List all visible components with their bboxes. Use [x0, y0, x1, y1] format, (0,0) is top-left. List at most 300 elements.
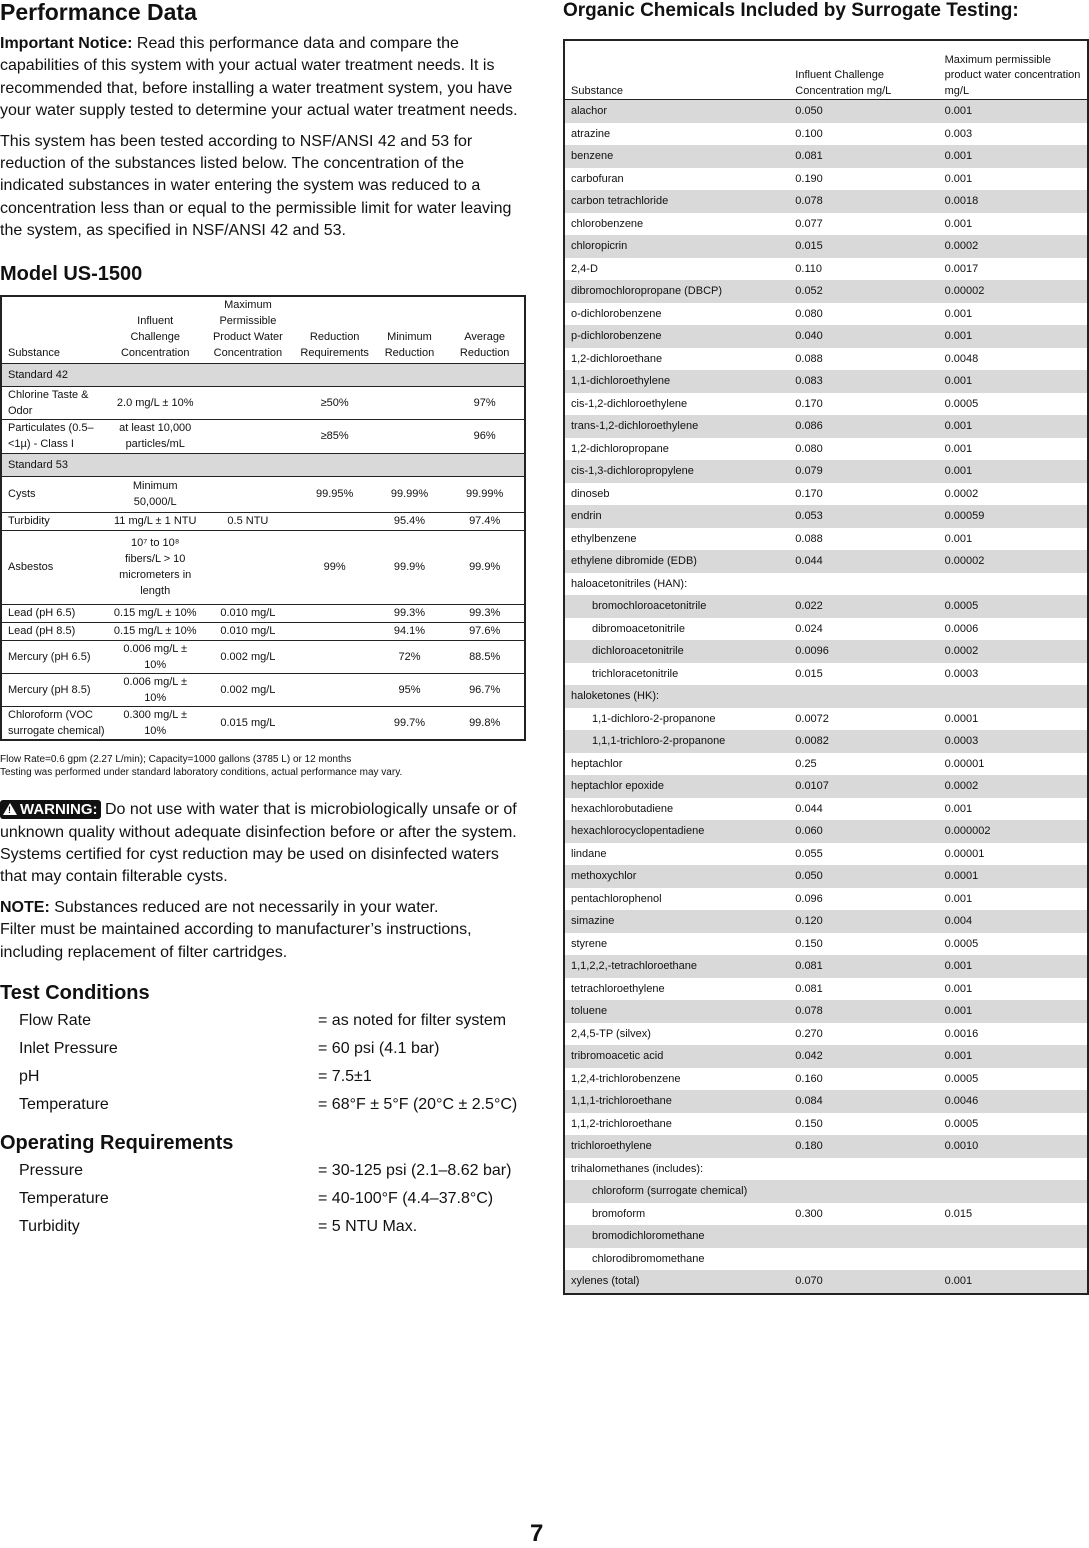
table-cell: 99.99% — [445, 476, 525, 512]
table-cell — [789, 1180, 938, 1203]
table-cell: 99.3% — [374, 604, 446, 622]
table-row — [564, 528, 1088, 551]
table-cell: carbofuran — [571, 172, 624, 185]
table-cell: 0.300 mg/L ± 10% — [110, 706, 200, 740]
table-cell — [296, 512, 374, 530]
table-cell: 0.0003 — [944, 667, 979, 680]
table-cell: 2,4-D — [571, 262, 598, 275]
table-row — [564, 888, 1088, 911]
test-conditions-title: Test Conditions — [0, 982, 150, 1004]
note-paragraph — [0, 897, 527, 964]
table-cell: 96% — [445, 419, 525, 453]
table-cell: 0.088 — [795, 532, 823, 545]
table-row — [564, 168, 1088, 191]
section-label: Standard 53 — [1, 453, 525, 476]
table-row — [1, 512, 525, 530]
table-cell: 0.270 — [795, 1027, 823, 1040]
table-cell: lindane — [571, 847, 607, 860]
table-cell: 0.001 — [939, 325, 1088, 348]
table-cell: simazine — [564, 910, 789, 933]
table-row — [564, 1158, 1088, 1181]
table-cell: 0.100 — [795, 127, 823, 140]
table-cell: 0.0005 — [939, 595, 1088, 618]
operating-requirement-value: = 40-100°F (4.4–37.8°C) — [318, 1190, 494, 1207]
table-row — [564, 505, 1088, 528]
table-cell: 1,1,1-trichloro-2-propanone — [564, 730, 789, 753]
table-cell: at least 10,000 particles/mL — [110, 419, 200, 453]
table-cell: 94.1% — [374, 622, 446, 640]
table-cell: 0.0002 — [939, 775, 1088, 798]
table-cell — [939, 573, 1088, 596]
table-cell: 11 mg/L ± 1 NTU — [110, 512, 200, 530]
table-cell: 0.0005 — [944, 397, 979, 410]
table-row — [564, 1135, 1088, 1158]
page-title: Performance Data — [0, 0, 197, 25]
table-row — [564, 1068, 1088, 1091]
table-row — [564, 595, 1088, 618]
table-cell: 0.084 — [789, 1090, 938, 1113]
table-row — [564, 663, 1088, 686]
table-cell — [939, 1158, 1088, 1181]
table-cell — [296, 640, 374, 673]
operating-requirement-key: Turbidity — [19, 1218, 80, 1235]
table-cell — [939, 685, 1088, 708]
table-cell: 0.002 mg/L — [200, 640, 296, 673]
table-cell: 0.0001 — [944, 712, 979, 725]
test-condition-value: = 7.5±1 — [318, 1068, 372, 1085]
table-row — [564, 348, 1088, 371]
table-cell: 0.001 — [939, 100, 1088, 123]
table-cell: 0.001 — [944, 442, 973, 455]
table-row — [1, 622, 525, 640]
table-row — [564, 123, 1088, 146]
table-cell: 0.006 mg/L ± 10% — [110, 673, 200, 706]
table-cell — [296, 604, 374, 622]
table-row — [1, 476, 525, 512]
table-cell: 0.0082 — [789, 730, 938, 753]
table-row — [564, 460, 1088, 483]
table-cell: carbon tetrachloride — [564, 190, 789, 213]
test-condition-key: Flow Rate — [19, 1012, 92, 1029]
table-cell: 0.079 — [789, 460, 938, 483]
table-cell: benzene — [564, 145, 789, 168]
table-cell: 0.024 — [795, 622, 823, 635]
table-cell: dibromoacetonitrile — [592, 622, 685, 635]
operating-requirement-key: Temperature — [19, 1190, 109, 1207]
organic-table-header: Influent Challenge Concentration mg/L — [789, 40, 938, 100]
table-cell: 0.050 — [789, 100, 938, 123]
table-cell: 0.015 — [944, 1207, 973, 1220]
model-table-header: Influent Challenge Concentration — [110, 296, 200, 364]
table-row — [564, 753, 1088, 776]
table-row — [1, 673, 525, 706]
table-cell: Cysts — [1, 476, 110, 512]
table-cell: Lead (pH 8.5) — [1, 622, 110, 640]
table-cell — [939, 1180, 1088, 1203]
table-cell: 0.0018 — [939, 190, 1088, 213]
table-cell: 0.00059 — [939, 505, 1088, 528]
test-condition-value: = 68°F ± 5°F (20°C ± 2.5°C) — [318, 1096, 518, 1113]
table-cell — [374, 419, 446, 453]
table-row — [564, 1000, 1088, 1023]
table-cell: 96.7% — [445, 673, 525, 706]
table-cell: 0.001 — [939, 370, 1088, 393]
table-cell: 0.0002 — [944, 487, 979, 500]
table-cell: 2.0 mg/L ± 10% — [110, 386, 200, 419]
table-cell: 0.015 — [789, 235, 938, 258]
table-cell: 0.0046 — [939, 1090, 1088, 1113]
table-row — [564, 1113, 1088, 1136]
table-row — [564, 438, 1088, 461]
table-cell: 99.99% — [374, 476, 446, 512]
test-condition-key: Temperature — [19, 1096, 109, 1113]
table-row — [564, 618, 1088, 641]
table-cell: 0.001 — [939, 1000, 1088, 1023]
table-cell: 0.050 — [789, 865, 938, 888]
table-cell — [789, 1158, 938, 1181]
table-cell: 0.110 — [795, 262, 822, 275]
table-cell: 0.001 — [939, 145, 1088, 168]
table-cell: 0.086 — [789, 415, 938, 438]
test-condition-row — [0, 1035, 527, 1063]
operating-list — [0, 1157, 527, 1241]
table-cell: Mercury (pH 8.5) — [1, 673, 110, 706]
table-cell: hexachlorocyclopentadiene — [564, 820, 789, 843]
test-condition-key: Inlet Pressure — [19, 1040, 118, 1057]
table-cell: 0.001 — [939, 460, 1088, 483]
table-row — [564, 190, 1088, 213]
operating-requirement-row — [0, 1213, 527, 1241]
table-row — [564, 820, 1088, 843]
table-cell — [789, 573, 938, 596]
table-cell: 0.077 — [795, 217, 823, 230]
table-cell: Mercury (pH 6.5) — [1, 640, 110, 673]
table-cell: 0.170 — [795, 397, 823, 410]
table-cell: 1,2-dichloroethane — [571, 352, 663, 365]
notice-label: Important Notice: — [0, 35, 133, 52]
organic-table-header: Maximum permissible product water concentration mg/L — [939, 40, 1088, 100]
right-column — [563, 0, 1089, 1295]
model-table-section — [1, 363, 525, 386]
table-cell: 0.052 — [789, 280, 938, 303]
table-row — [564, 910, 1088, 933]
table-cell: 0.0048 — [944, 352, 979, 365]
table-cell: 0.0005 — [944, 1072, 979, 1085]
table-row — [1, 419, 525, 453]
table-row — [1, 386, 525, 419]
table-cell: 0.0003 — [939, 730, 1088, 753]
table-cell: 1,1-dichloroethylene — [564, 370, 789, 393]
organic-table-header: Substance — [564, 40, 789, 100]
warning-text: Do not use with water that is microbiologically unsafe or of unknown quality without adequate disinfection before or after the system. Systems certified for cyst reduction may be used on disinfected waters that may contain filterable cysts. — [0, 801, 517, 886]
table-row — [564, 303, 1088, 326]
tested-paragraph: This system has been tested according to NSF/ANSI 42 and 53 for reduction of the substances listed below. The concentration of the indicated substances in water entering the system was reduced to a concentration less than or equal to the permissible limit for water leaving the system, as specified in NSF/ANSI 42 and 53. — [0, 132, 512, 240]
table-cell: 0.170 — [795, 487, 823, 500]
table-cell: 97.6% — [445, 622, 525, 640]
table-cell: 0.15 mg/L ± 10% — [110, 604, 200, 622]
table-row — [564, 1023, 1088, 1046]
table-cell: ethylbenzene — [571, 532, 637, 545]
table-row — [1, 640, 525, 673]
table-cell: 0.00001 — [944, 757, 985, 770]
table-cell: 0.001 — [939, 955, 1088, 978]
table-cell: alachor — [564, 100, 789, 123]
table-cell: 0.001 — [944, 892, 973, 905]
table-cell: 0.0001 — [939, 865, 1088, 888]
table-cell: Minimum 50,000/L — [110, 476, 200, 512]
table-cell: 0.044 — [789, 550, 938, 573]
table-cell: 0.00001 — [944, 847, 985, 860]
table-cell: 88.5% — [445, 640, 525, 673]
table-cell: cis-1,2-dichloroethylene — [571, 397, 688, 410]
table-row — [564, 325, 1088, 348]
organic-title: Organic Chemicals Included by Surrogate Testing: — [563, 0, 1019, 21]
table-cell: Lead (pH 6.5) — [1, 604, 110, 622]
table-cell: 0.080 — [795, 442, 823, 455]
table-cell: 0.010 mg/L — [200, 622, 296, 640]
table-cell: 0.25 — [795, 757, 817, 770]
warning-label: WARNING: — [20, 801, 98, 819]
warning-paragraph — [0, 799, 527, 889]
table-cell: 0.015 mg/L — [200, 706, 296, 740]
table-row — [564, 100, 1088, 123]
table-cell: 0.000002 — [939, 820, 1088, 843]
table-cell: bromoform — [592, 1207, 646, 1220]
test-condition-key: pH — [19, 1068, 40, 1085]
table-cell: 0.15 mg/L ± 10% — [110, 622, 200, 640]
table-cell: 0.0010 — [939, 1135, 1088, 1158]
table-cell: 0.003 — [944, 127, 973, 140]
table-cell: 0.001 — [939, 1045, 1088, 1068]
table-cell: bromochloroacetonitrile — [564, 595, 789, 618]
table-cell: 0.001 — [944, 532, 973, 545]
table-cell: 10⁷ to 10⁸ fibers/L > 10 micrometers in length — [110, 530, 200, 604]
table-row — [564, 1203, 1088, 1226]
operating-requirement-row — [0, 1185, 527, 1213]
table-cell: 0.001 — [944, 307, 973, 320]
table-row — [564, 955, 1088, 978]
table-cell: Asbestos — [1, 530, 110, 604]
testing-note: Testing was performed under standard laboratory conditions, actual performance may vary. — [0, 767, 403, 779]
table-row — [564, 798, 1088, 821]
table-cell: heptachlor — [571, 757, 623, 770]
table-cell — [200, 476, 296, 512]
table-cell: 2,4,5-TP (silvex) — [571, 1027, 651, 1040]
table-cell: 0.010 mg/L — [200, 604, 296, 622]
table-cell: chloroform (surrogate chemical) — [564, 1180, 789, 1203]
table-cell: 0.081 — [795, 982, 823, 995]
table-cell: 0.006 mg/L ± 10% — [110, 640, 200, 673]
table-cell: 0.0107 — [789, 775, 938, 798]
table-cell: heptachlor epoxide — [564, 775, 789, 798]
table-cell: 0.0002 — [939, 235, 1088, 258]
table-cell: 97.4% — [445, 512, 525, 530]
table-cell: 0.088 — [795, 352, 823, 365]
table-cell — [296, 622, 374, 640]
table-cell: 1,1-dichloro-2-propanone — [592, 712, 716, 725]
table-cell: 0.0005 — [944, 937, 979, 950]
table-cell: 0.083 — [789, 370, 938, 393]
table-row — [564, 730, 1088, 753]
table-cell: 0.0096 — [789, 640, 938, 663]
test-condition-row — [0, 1007, 527, 1035]
table-cell: 0.053 — [789, 505, 938, 528]
table-cell: 0.0017 — [944, 262, 979, 275]
table-cell: cis-1,3-dichloropropylene — [564, 460, 789, 483]
table-cell: 99% — [296, 530, 374, 604]
table-cell — [939, 1248, 1088, 1271]
table-cell: 0.081 — [789, 955, 938, 978]
table-cell: 0.300 — [795, 1207, 823, 1220]
table-cell: chlorodibromomethane — [592, 1252, 705, 1265]
table-row — [564, 708, 1088, 731]
table-cell: 0.5 NTU — [200, 512, 296, 530]
table-cell — [200, 530, 296, 604]
table-cell — [789, 685, 938, 708]
table-cell — [789, 1225, 938, 1248]
model-table-header: Reduction Requirements — [296, 296, 374, 364]
table-row — [564, 843, 1088, 866]
table-cell: bromodichloromethane — [564, 1225, 789, 1248]
table-cell: 0.0005 — [944, 1117, 979, 1130]
important-notice — [0, 33, 527, 123]
table-cell: 0.001 — [944, 802, 973, 815]
table-cell: atrazine — [571, 127, 611, 140]
table-cell: 0.070 — [789, 1270, 938, 1294]
operating-requirement-key: Pressure — [19, 1162, 84, 1179]
table-cell: 97% — [445, 386, 525, 419]
table-cell — [374, 386, 446, 419]
table-cell: 0.078 — [789, 1000, 938, 1023]
table-cell — [200, 419, 296, 453]
model-table-header: Substance — [1, 296, 110, 364]
table-row — [564, 393, 1088, 416]
table-cell: 0.001 — [939, 1270, 1088, 1294]
table-cell: xylenes (total) — [564, 1270, 789, 1294]
table-cell: 99.9% — [374, 530, 446, 604]
table-cell: chloropicrin — [564, 235, 789, 258]
table-cell — [296, 706, 374, 740]
table-row — [564, 483, 1088, 506]
table-cell: 0.190 — [795, 172, 823, 185]
table-cell: 0.001 — [944, 172, 973, 185]
table-cell: ethylene dibromide (EDB) — [564, 550, 789, 573]
table-cell: trans-1,2-dichloroethylene — [564, 415, 789, 438]
table-cell: 1,1,1-trichloroethane — [564, 1090, 789, 1113]
table-cell: haloacetonitriles (HAN): — [571, 577, 688, 590]
table-cell: 0.00002 — [939, 550, 1088, 573]
table-cell: 0.001 — [944, 982, 973, 995]
table-cell: 0.0016 — [944, 1027, 979, 1040]
table-cell: styrene — [571, 937, 608, 950]
table-cell: 0.080 — [795, 307, 823, 320]
table-row — [564, 258, 1088, 281]
table-cell: 0.120 — [789, 910, 938, 933]
table-cell: hexachlorobutadiene — [571, 802, 674, 815]
table-cell: 0.060 — [789, 820, 938, 843]
table-cell: dichloroacetonitrile — [564, 640, 789, 663]
table-cell: endrin — [564, 505, 789, 528]
table-cell: 99.95% — [296, 476, 374, 512]
table-cell: 0.150 — [795, 1117, 823, 1130]
model-table-header: Minimum Reduction — [374, 296, 446, 364]
table-cell — [200, 386, 296, 419]
table-cell: 99.7% — [374, 706, 446, 740]
table-row — [564, 1180, 1088, 1203]
operating-requirement-value: = 30-125 psi (2.1–8.62 bar) — [318, 1162, 512, 1179]
model-table-section — [1, 453, 525, 476]
table-row — [564, 1045, 1088, 1068]
table-cell: 1,2,4-trichlorobenzene — [571, 1072, 681, 1085]
test-condition-value: = as noted for filter system — [318, 1012, 507, 1029]
table-cell: trihalomethanes (includes): — [571, 1162, 704, 1175]
table-cell: 0.044 — [795, 802, 823, 815]
table-cell: methoxychlor — [564, 865, 789, 888]
table-cell: haloketones (HK): — [564, 685, 789, 708]
table-cell: dinoseb — [571, 487, 610, 500]
table-cell: 0.00002 — [939, 280, 1088, 303]
table-cell: chlorobenzene — [571, 217, 644, 230]
table-cell: Turbidity — [1, 512, 110, 530]
notice-text: Read this performance data and compare the capabilities of this system with your actual water treatment needs. It is recommended that, before installing a water treatment system, you have your water supply tested to determine your actual water treatment needs. — [0, 35, 518, 120]
table-cell: 0.002 mg/L — [200, 673, 296, 706]
section-label: Standard 42 — [1, 363, 525, 386]
test-condition-row — [0, 1091, 527, 1119]
table-cell: 72% — [374, 640, 446, 673]
table-cell: dibromochloropropane (DBCP) — [564, 280, 789, 303]
table-row — [564, 685, 1088, 708]
table-row — [564, 775, 1088, 798]
table-cell — [296, 673, 374, 706]
table-cell: 0.004 — [939, 910, 1088, 933]
table-cell: ≥85% — [296, 419, 374, 453]
table-row — [564, 573, 1088, 596]
table-cell: toluene — [564, 1000, 789, 1023]
table-cell: 0.180 — [789, 1135, 938, 1158]
table-cell: 0.022 — [789, 595, 938, 618]
model-table — [0, 295, 526, 742]
table-row — [564, 370, 1088, 393]
table-row — [564, 1225, 1088, 1248]
table-row — [1, 706, 525, 740]
table-row — [564, 1090, 1088, 1113]
note-label: NOTE: — [0, 898, 50, 916]
table-row — [564, 145, 1088, 168]
model-title: Model US-1500 — [0, 262, 143, 285]
table-row — [564, 1248, 1088, 1271]
table-cell: tetrachloroethylene — [571, 982, 665, 995]
table-row — [1, 530, 525, 604]
note-text: Substances reduced are not necessarily in your water. — [49, 898, 439, 916]
table-cell: 0.015 — [795, 667, 823, 680]
table-cell: 1,2-dichloropropane — [571, 442, 669, 455]
table-cell: 0.160 — [795, 1072, 823, 1085]
table-cell: trichloroethylene — [564, 1135, 789, 1158]
table-cell: 0.0006 — [944, 622, 979, 635]
table-cell: 0.042 — [789, 1045, 938, 1068]
test-condition-row — [0, 1063, 527, 1091]
table-row — [564, 978, 1088, 1001]
table-cell: 0.096 — [795, 892, 823, 905]
page-number: 7 — [530, 1520, 544, 1547]
left-column — [0, 0, 527, 1241]
table-row — [564, 933, 1088, 956]
test-conditions-list — [0, 1007, 527, 1119]
warning-badge — [0, 800, 101, 819]
table-cell: o-dichlorobenzene — [571, 307, 662, 320]
table-cell: 0.150 — [795, 937, 823, 950]
table-row — [564, 213, 1088, 236]
